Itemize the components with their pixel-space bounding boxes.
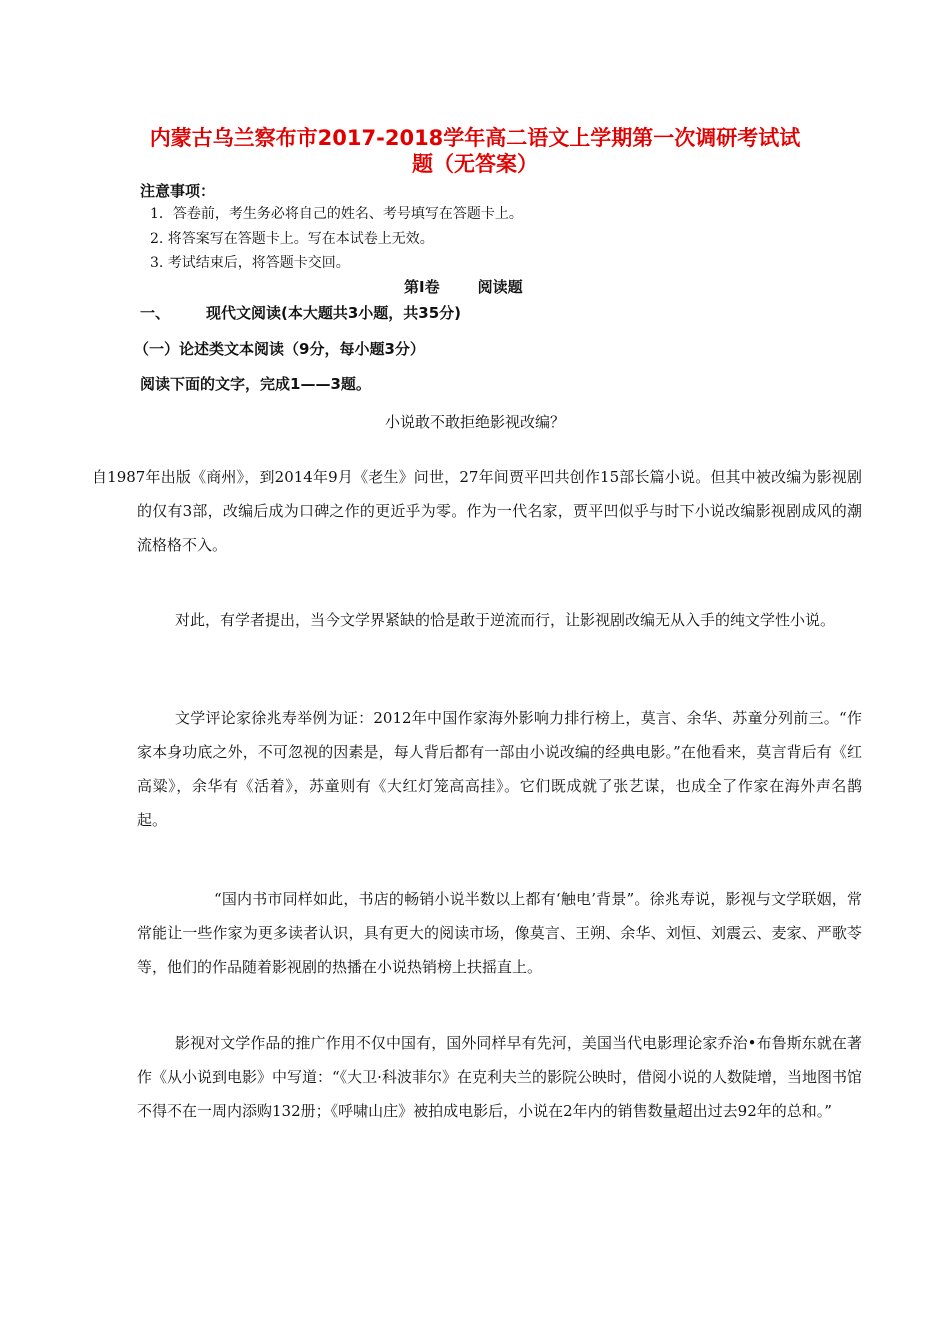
essay-title: 小说敢不敢拒绝影视改编？ <box>384 413 565 431</box>
notice-item-2: 2. 将答案写在答题卡上。写在本试卷上无效。 <box>150 231 434 247</box>
essay-paragraph-3: 文学评论家徐兆寿举例为证：2012年中国作家海外影响力排行榜上，莫言、余华、苏童分列前三。“作家本身功底之外，不可忽视的因素是，每人背后都有一部由小说改编的经典电影。”在他看来，莫言背后有《红高粱》，余华有《活着》，苏童则有《大红灯笼高高挂》。它们既成就了张艺谋，也成全了作家在海外声名鹊起。 <box>137 709 862 829</box>
document-title-line-2: 题（无答案） <box>412 152 538 176</box>
notice-item-3: 3. 考试结束后，将答题卡交回。 <box>150 255 350 271</box>
part-heading <box>140 302 461 323</box>
essay-paragraph-5: 影视对文学作品的推广作用不仅中国有，国外同样早有先河，美国当代电影理论家乔治•布鲁斯东就在著作《从小说到电影》中写道：“《大卫·科波菲尔》在克利夫兰的影院公映时，借阅小说的人数陡增，当地图书馆不得不在一周内添购132册；《呼啸山庄》被拍成电影后，小说在2年内的销售数量超出过去92年的总和。” <box>137 1034 862 1120</box>
essay-paragraph-1: 自1987年出版《商州》，到2014年9月《老生》问世，27年间贾平凹共创作15部长篇小说。但其中被改编为影视剧的仅有3部，改编后成为口碑之作的更近乎为零。作为一代名家，贾平凹似乎与时下小说改编影视剧成风的潮流格格不入。 <box>92 468 862 554</box>
section-label: 第Ⅰ卷 <box>404 278 440 296</box>
essay-paragraph-2: 对此，有学者提出，当今文学界紧缺的恰是敢于逆流而行，让影视剧改编无从入手的纯文学性小说。 <box>175 611 836 629</box>
essay-paragraph-4: “国内书市同样如此，书店的畅销小说半数以上都有‘触电’背景”。徐兆寿说，影视与文学联姻，常常能让一些作家为更多读者认识，具有更大的阅读市场，像莫言、王朔、余华、刘恒、刘震云、麦家、严歌苓等，他们的作品随着影视剧的热播在小说热销榜上扶摇直上。 <box>137 890 862 976</box>
section-heading <box>404 276 523 297</box>
subpart-heading: （一）论述类文本阅读（9分，每小题3分） <box>134 340 425 358</box>
reading-instruction: 阅读下面的文字，完成1——3题。 <box>140 375 371 393</box>
part-number: 一、 <box>140 304 171 322</box>
notice-heading: 注意事项： <box>140 182 216 200</box>
part-title: 现代文阅读(本大题共3小题，共35分) <box>206 304 462 322</box>
notice-item-1: 1．答卷前，考生务必将自己的姓名、考号填写在答题卡上。 <box>150 206 523 222</box>
section-name: 阅读题 <box>477 278 523 296</box>
document-title-line-1: 内蒙古乌兰察布市2017-2018学年高二语文上学期第一次调研考试试 <box>149 126 801 150</box>
